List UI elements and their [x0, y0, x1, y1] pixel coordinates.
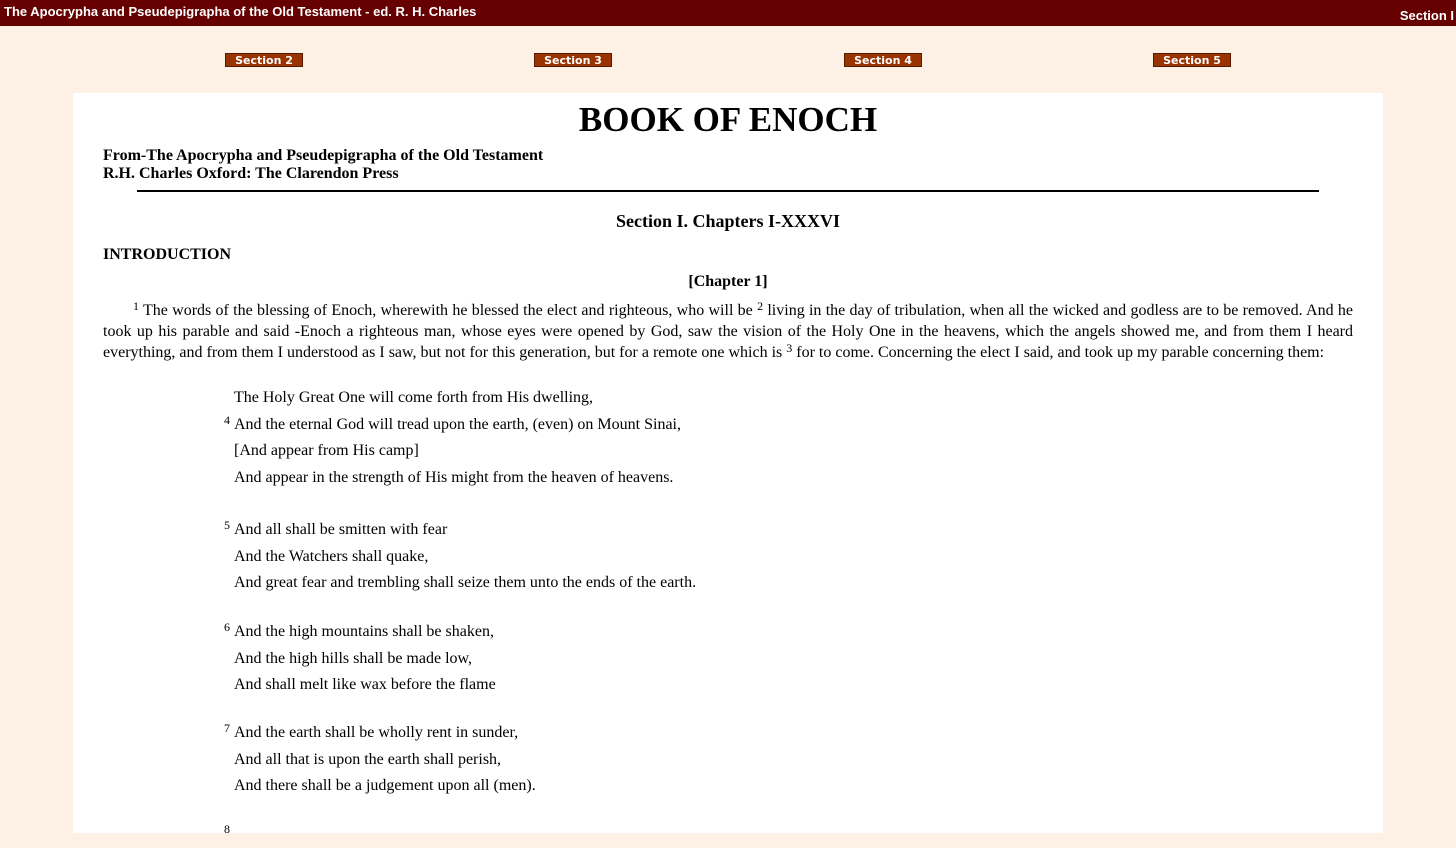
poem-line: 7 And the earth shall be wholly rent in sunder,	[224, 721, 519, 741]
poem-line-text: And the Watchers shall quake,	[234, 547, 429, 565]
current-section-label: Section I	[1399, 8, 1454, 23]
poem-line-text: And all shall be smitten with fear	[234, 521, 448, 538]
poem-line-text: And the high mountains shall be shaken,	[234, 623, 494, 640]
poem-stanza	[224, 720, 536, 800]
poem-line-text: And great fear and trembling shall seize them unto the ends of the earth.	[234, 574, 697, 591]
poem-line: 4 And the eternal God will tread upon the earth, (even) on Mount Sinai,	[224, 412, 681, 433]
top-bar	[0, 0, 1456, 26]
poem-line: 8	[224, 822, 230, 836]
verse-number: 1	[133, 299, 139, 313]
poem-line	[224, 465, 681, 492]
poem-line	[224, 544, 696, 571]
poem-line-text: And the earth shall be wholly rent in sunder,	[234, 724, 519, 741]
poem-line-text: And the eternal God will tread upon the earth, (even) on Mount Sinai,	[234, 415, 681, 433]
section-heading: Section I. Chapters I-XXXVI	[616, 211, 840, 231]
verse-number: 2	[757, 299, 764, 313]
chapter-label: [Chapter 1]	[688, 273, 768, 290]
poem-stanza	[224, 619, 496, 699]
poem-line-text: And all that is upon the earth shall perish,	[234, 750, 502, 768]
horizontal-rule	[137, 190, 1319, 192]
poem-stanza	[224, 821, 234, 848]
paragraph-text: The words of the blessing of Enoch, wherewith he blessed the elect and righteous, who will be	[139, 302, 758, 319]
nav-button-section-3[interactable]: Section 3	[534, 53, 612, 67]
poem-line	[224, 773, 536, 800]
poem-line	[224, 438, 681, 465]
paragraph-text: living in the day of tribulation, when all the wicked and godless are to be removed. And he took up his parable and said -Enoch a righteous man, whose eyes were opened by God, saw the vision of the Holy One in the heavens, which the angels showed me, and from them I heard everything, and from them I understood as I saw, but not for this generation, but for a remote one which is	[103, 302, 1354, 361]
source-citation	[103, 147, 543, 183]
poem-line: 5 And all shall be smitten with fear	[224, 518, 448, 538]
poem-stanza	[224, 385, 681, 491]
verse-number: 3	[786, 341, 793, 355]
nav-button-section-5[interactable]: Section 5	[1153, 53, 1231, 67]
poem-line	[224, 646, 496, 673]
poem-line-text: [And appear from His camp]	[234, 442, 419, 459]
poem-line-text: And appear in the strength of His might from the heaven of heavens.	[234, 468, 674, 486]
paragraph-text: for to come. Concerning the elect I said, and took up my parable concerning them:	[792, 344, 1325, 361]
nav-button-section-4[interactable]: Section 4	[844, 53, 922, 67]
nav-button-section-2[interactable]: Section 2	[225, 53, 303, 67]
poem-line	[224, 385, 681, 412]
poem-line: 6 And the high mountains shall be shaken,	[224, 620, 494, 640]
poem-line	[224, 570, 696, 597]
intro-label: INTRODUCTION	[103, 246, 232, 263]
source-line-2: R.H. Charles Oxford: The Clarendon Press	[103, 165, 399, 182]
poem-stanza	[224, 517, 696, 597]
book-title: BOOK OF ENOCH	[578, 100, 878, 139]
poem-line-text: And shall melt like wax before the flame	[234, 676, 496, 693]
poem-line-text: The Holy Great One will come forth from His dwelling,	[234, 389, 594, 406]
source-line-1: From-The Apocrypha and Pseudepigrapha of the Old Testament	[103, 147, 544, 164]
site-title: The Apocrypha and Pseudepigrapha of the Old Testament - ed. R. H. Charles	[4, 4, 477, 19]
poem-line	[224, 672, 496, 699]
poem-line	[224, 747, 536, 774]
poem-line-text: And the high hills shall be made low,	[234, 649, 473, 667]
poem-line-text: And there shall be a judgement upon all (men).	[234, 777, 536, 794]
intro-paragraph	[103, 300, 1353, 363]
